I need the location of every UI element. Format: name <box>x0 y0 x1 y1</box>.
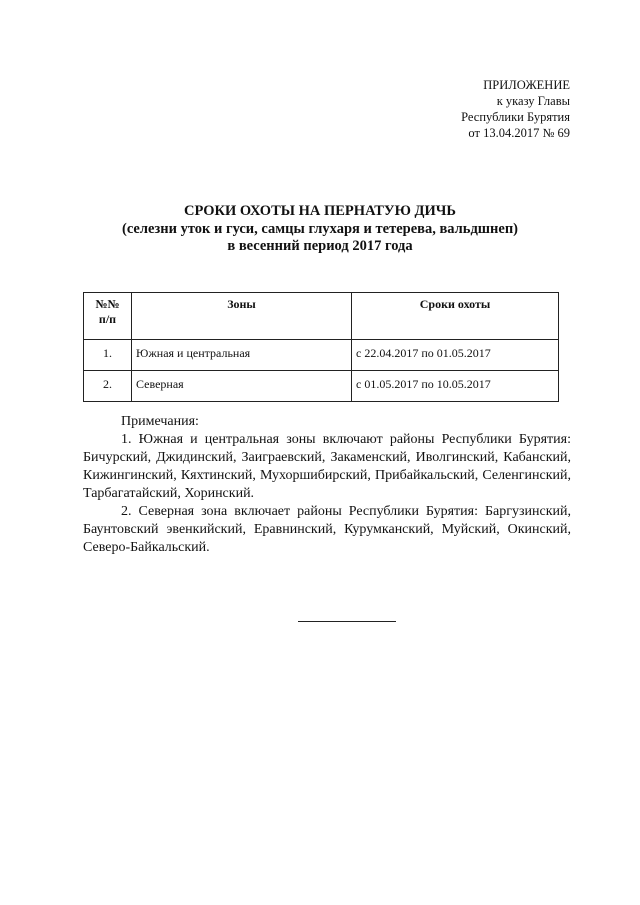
header-period: Сроки охоты <box>352 293 559 340</box>
header-number <box>84 293 132 340</box>
header-number-line-2: п/п <box>98 312 117 326</box>
table-row <box>84 340 559 371</box>
table-header-row <box>84 293 559 340</box>
row-period: с 01.05.2017 по 10.05.2017 <box>352 371 559 402</box>
appendix-block <box>461 77 570 141</box>
title-line-2: (селезни уток и гуси, самцы глухаря и тетерева, вальдшнеп) <box>121 220 519 237</box>
row-period: с 22.04.2017 по 01.05.2017 <box>352 340 559 371</box>
closing-rule <box>298 621 396 622</box>
notes-heading: Примечания: <box>121 414 199 429</box>
row-number: 1. <box>84 340 132 371</box>
row-zone: Южная и центральная <box>132 340 352 371</box>
hunting-periods-table <box>83 292 559 402</box>
row-zone: Северная <box>132 371 352 402</box>
notes-section <box>83 413 571 557</box>
appendix-date-number: от 13.04.2017 № 69 <box>468 126 570 140</box>
row-number: 2. <box>84 371 132 402</box>
title-line-1: СРОКИ ОХОТЫ НА ПЕРНАТУЮ ДИЧЬ <box>183 203 457 219</box>
title-line-3: в весенний период 2017 года <box>227 238 413 254</box>
note-item-2: 2. Северная зона включает районы Республики Бурятия: Баргузинский, Баунтовский эвенкийский, Еравнинский, Курумканский, Муйский, Окинский, Северо-Байкальский. <box>83 504 571 555</box>
note-item-1: 1. Южная и центральная зоны включают районы Республики Бурятия: Бичурский, Джидинский, Заиграевский, Закаменский, Иволгинский, Кабанский, Кижингинский, Кяхтинский, Мухоршибирский, Прибайкальский, Селенгинский, Тарбагатайский, Хоринский. <box>83 432 571 501</box>
table-row <box>84 371 559 402</box>
appendix-decree-ref: к указу Главы <box>496 94 570 108</box>
appendix-label: ПРИЛОЖЕНИЕ <box>483 78 570 92</box>
appendix-republic: Республики Бурятия <box>461 110 570 124</box>
header-zone: Зоны <box>132 293 352 340</box>
header-number-line-1: №№ <box>95 297 120 311</box>
document-title <box>0 203 640 256</box>
